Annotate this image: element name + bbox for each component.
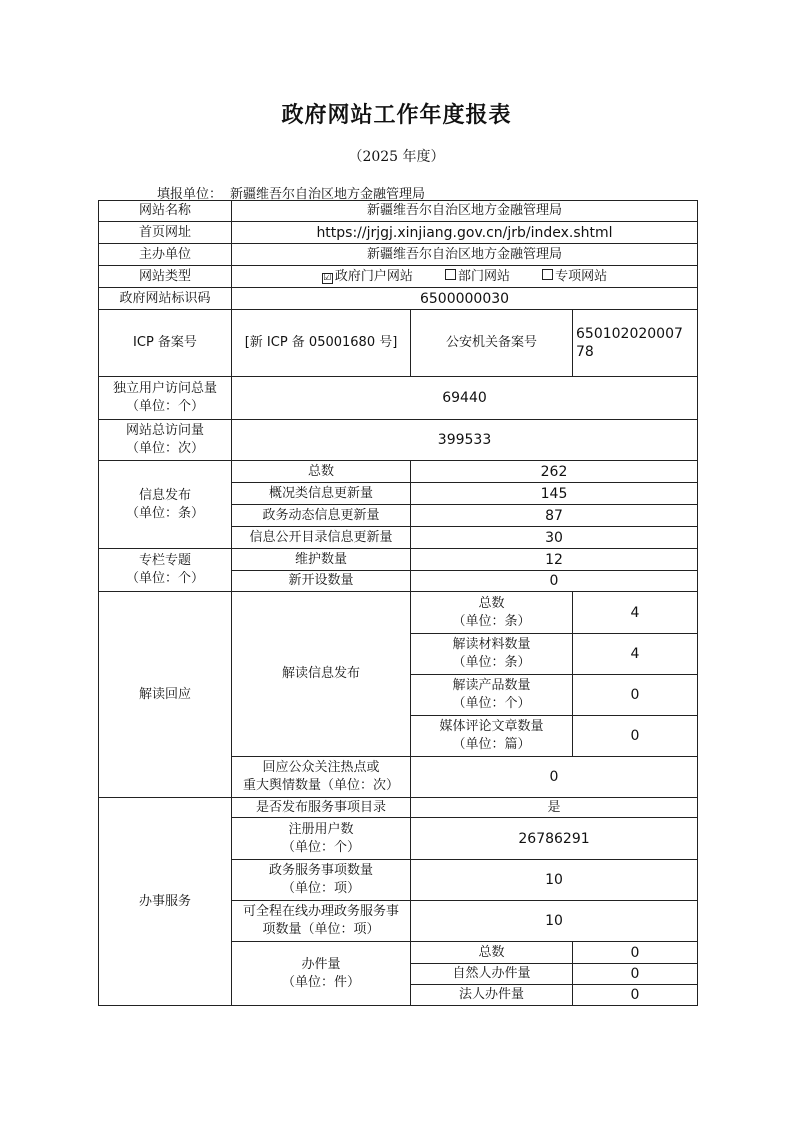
site-type-options [232,266,698,288]
info-news-label: 政务动态信息更新量 [232,505,411,527]
table-row [99,222,698,244]
table-row [99,266,698,288]
cases-legal-label: 法人办件量 [411,985,573,1006]
table-row [99,592,698,634]
filing-unit-value: 新疆维吾尔自治区地方金融管理局 [230,187,426,202]
registered-users-label-line2: （单位：个） [281,839,360,855]
police-record-label: 公安机关备案号 [411,310,573,377]
column-maintain-value: 12 [411,549,698,571]
info-disclosure-value: 30 [411,527,698,549]
type-option-label: 部门网站 [458,268,511,284]
info-news-value: 87 [411,505,698,527]
site-name-value: 新疆维吾尔自治区地方金融管理局 [232,201,698,222]
cases-person-label: 自然人办件量 [411,964,573,985]
interpret-row-label-line2: （单位：篇） [452,737,531,752]
homepage-label: 首页网址 [99,222,232,244]
info-total-value: 262 [411,461,698,483]
column-new-label: 新开设数量 [232,571,411,592]
column-maintain-label: 维护数量 [232,549,411,571]
cases-total-value: 0 [573,942,698,964]
type-option-label: 政府门户网站 [334,268,413,284]
table-row [99,377,698,420]
police-record-line1: 650102020007 [576,326,683,342]
report-year: （2025 年度） [348,149,445,165]
type-option-department [445,269,510,284]
table-row [99,310,698,377]
public-response-value: 0 [411,757,698,798]
table-row [99,420,698,461]
online-items-label-line2: 项数量（单位：项） [262,922,380,937]
service-catalog-label: 是否发布服务事项目录 [232,798,411,818]
registered-users-value: 26786291 [411,818,698,860]
online-items-value: 10 [411,901,698,942]
icp-value: [新 ICP 备 05001680 号] [232,310,411,377]
interpret-total-label [411,592,573,634]
total-visits-label-line2: （单位：次） [125,441,204,456]
interpret-row-label-line1: 总数 [478,595,505,611]
interpret-product-label [411,675,573,716]
interpret-product-value: 0 [573,675,698,716]
info-disclosure-label: 信息公开目录信息更新量 [232,527,411,549]
interpret-row-label-line1: 解读产品数量 [452,678,531,693]
cases-legal-value: 0 [573,985,698,1006]
homepage-value: https://jrjgj.xinjiang.gov.cn/jrb/index.shtml [232,222,698,244]
site-name-label: 网站名称 [99,201,232,222]
type-option-portal [322,269,413,284]
checkbox-checked-icon: ☑ [323,272,332,283]
info-overview-label: 概况类信息更新量 [232,483,411,505]
total-visits-value: 399533 [232,420,698,461]
type-option-special [542,269,607,284]
registered-users-label-line1: 注册用户数 [288,821,354,837]
column-topic-label [99,549,232,592]
column-topic-label-line2: （单位：个） [125,571,204,586]
service-items-value: 10 [411,860,698,901]
interpret-row-label-line2: （单位：条） [452,655,531,670]
icp-label: ICP 备案号 [99,310,232,377]
table-row [99,288,698,310]
filing-unit-label: 填报单位： [157,187,223,202]
cases-label-line2: （单位：件） [281,974,360,990]
online-service-label: 办事服务 [99,798,232,1006]
sponsor-value: 新疆维吾尔自治区地方金融管理局 [232,244,698,266]
cases-person-value: 0 [573,964,698,985]
site-id-label: 政府网站标识码 [99,288,232,310]
checkbox-icon [542,269,553,280]
online-items-label-line1: 可全程在线办理政务服务事 [242,904,399,919]
public-response-label-line2: 重大舆情数量（单位：次） [242,778,399,793]
police-record-line2: 78 [576,344,594,360]
interpret-row-label-line2: （单位：个） [452,696,531,711]
total-visits-label [99,420,232,461]
interpret-media-value: 0 [573,716,698,757]
public-response-label [232,757,411,798]
report-table [98,200,698,1006]
table-row [99,461,698,483]
cases-label-line1: 办件量 [301,956,341,972]
interpret-total-value: 4 [573,592,698,634]
cases-label [232,942,411,1006]
interpret-row-label-line2: （单位：条） [452,613,531,629]
interpret-row-label-line1: 解读材料数量 [452,637,531,652]
sponsor-label: 主办单位 [99,244,232,266]
public-response-label-line1: 回应公众关注热点或 [262,760,380,775]
interpret-publish-label: 解读信息发布 [232,592,411,757]
info-publish-label [99,461,232,549]
cases-total-label: 总数 [411,942,573,964]
site-type-label: 网站类型 [99,266,232,288]
service-items-label [232,860,411,901]
table-row [99,201,698,222]
checkbox-icon [445,269,456,280]
unique-visits-label-line1: 独立用户访问总量 [112,381,217,396]
police-record-value [573,310,698,377]
total-visits-label-line1: 网站总访问量 [125,423,204,438]
column-new-value: 0 [411,571,698,592]
info-publish-label-line1: 信息发布 [138,487,191,503]
service-items-label-line2: （单位：项） [281,881,360,896]
site-id-value: 6500000030 [232,288,698,310]
online-items-label [232,901,411,942]
column-topic-label-line1: 专栏专题 [138,553,191,568]
table-row [99,798,698,818]
interpret-media-label [411,716,573,757]
interpret-material-value: 4 [573,634,698,675]
service-items-label-line1: 政务服务事项数量 [268,863,373,878]
type-option-label: 专项网站 [555,268,608,284]
info-publish-label-line2: （单位：条） [125,505,204,521]
interpret-response-label: 解读回应 [99,592,232,798]
report-title: 政府网站工作年度报表 [281,103,512,128]
info-total-label: 总数 [232,461,411,483]
table-row [99,244,698,266]
unique-visits-label [99,377,232,420]
interpret-row-label-line1: 媒体评论文章数量 [439,719,544,734]
info-overview-value: 145 [411,483,698,505]
service-catalog-value: 是 [411,798,698,818]
unique-visits-value: 69440 [232,377,698,420]
unique-visits-label-line2: （单位：个） [125,399,204,414]
table-row [99,549,698,571]
interpret-material-label [411,634,573,675]
registered-users-label [232,818,411,860]
